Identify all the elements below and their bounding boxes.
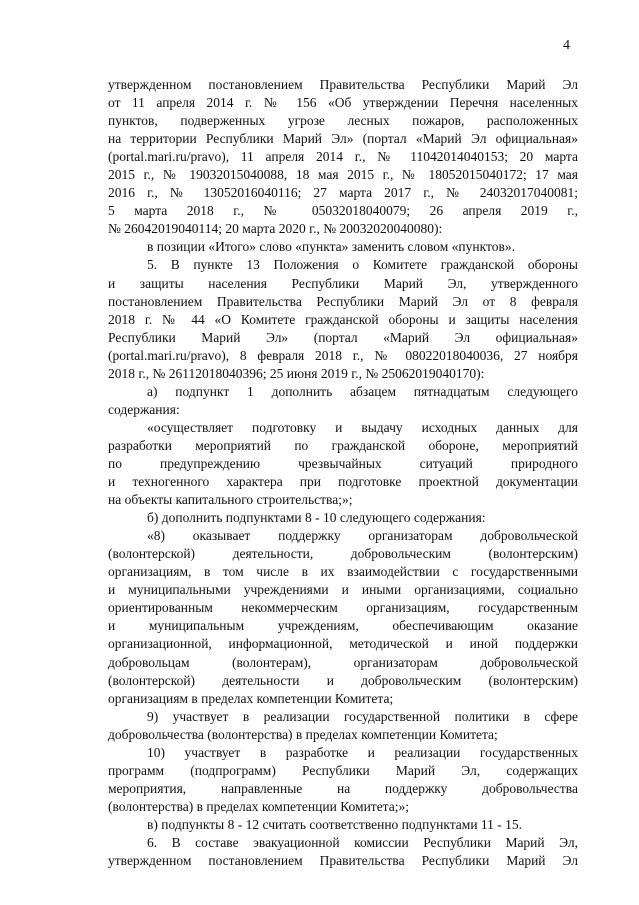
text-line: организационной, информационной, методической и иной поддержки xyxy=(108,636,578,652)
text-line: № 26042019040114; 20 марта 2020 г., № 20032020040080): xyxy=(108,221,443,237)
text-line: утвержденном постановлением Правительства Республики Марий Эл xyxy=(108,853,578,869)
text-line: и муниципальным учреждениям, обеспечивающим оказание xyxy=(108,618,578,634)
text-line: содержания: xyxy=(108,401,180,417)
text-line: в позиции «Итого» слово «пункта» заменить словом «пунктов». xyxy=(147,239,515,255)
text-line: добровольчества (волонтерства) в пределах компетенции Комитета; xyxy=(108,726,498,742)
text-line: 9) участвует в реализации государственной политики в сфере xyxy=(147,708,578,724)
text-line: а) подпункт 1 дополнить абзацем пятнадцатым следующего xyxy=(147,383,578,399)
text-line: (portal.mari.ru/pravo), 8 февраля 2018 г., № 08022018040036, 27 ноября xyxy=(108,347,578,363)
text-line: 10) участвует в разработке и реализации государственных xyxy=(147,744,578,760)
text-line: разработки мероприятий по гражданской обороне, мероприятий xyxy=(108,437,578,453)
page-number: 4 xyxy=(563,38,570,53)
text-line: на территории Республики Марий Эл» (портал «Марий Эл официальная» xyxy=(108,131,578,147)
text-line: добровольцам (волонтерам), организаторам добровольческой xyxy=(108,654,578,670)
text-line: Республики Марий Эл» (портал «Марий Эл официальная» xyxy=(108,329,578,345)
text-line: от 11 апреля 2014 г. № 156 «Об утверждении Перечня населенных xyxy=(108,95,578,111)
text-line: по предупреждению чрезвычайных ситуаций природного xyxy=(108,455,578,471)
text-line: 2016 г., № 13052016040116; 27 марта 2017 г., № 24032017040081; xyxy=(108,185,578,201)
text-line: и защиты населения Республики Марий Эл, утвержденного xyxy=(108,275,578,291)
text-line: постановлением Правительства Республики Марий Эл от 8 февраля xyxy=(108,293,578,309)
text-line: 6. В составе эвакуационной комиссии Республики Марий Эл, xyxy=(147,834,578,850)
document-body xyxy=(108,76,578,870)
text-line: (portal.mari.ru/pravo), 11 апреля 2014 г., № 11042014040153; 20 марта xyxy=(108,149,578,165)
text-line: на объекты капитального строительства;»; xyxy=(108,492,353,508)
text-line: 5 марта 2018 г., № 05032018040079; 26 апреля 2019 г., xyxy=(108,203,578,219)
text-line: и муниципальными учреждениями и иными организациями, социально xyxy=(108,582,578,598)
text-line: программ (подпрограмм) Республики Марий Эл, содержащих xyxy=(108,762,578,778)
text-line: «8) оказывает поддержку организаторам добровольческой xyxy=(147,528,578,544)
text-line: (волонтерской) деятельности и добровольческим (волонтерским) xyxy=(108,672,578,688)
text-line: б) дополнить подпунктами 8 - 10 следующего содержания: xyxy=(147,510,486,526)
text-line: и техногенного характера при подготовке проектной документации xyxy=(108,474,578,490)
text-line: (волонтерской) деятельности, добровольческим (волонтерским) xyxy=(108,546,578,562)
text-line: пунктов, подверженных угрозе лесных пожаров, расположенных xyxy=(108,113,578,129)
text-line: «осуществляет подготовку и выдачу исходных данных для xyxy=(147,419,578,435)
text-line: утвержденном постановлением Правительства Республики Марий Эл xyxy=(108,77,578,92)
text-line: в) подпункты 8 - 12 считать соответственно подпунктами 11 - 15. xyxy=(147,816,523,832)
text-line: организациям, в том числе в их взаимодействии с государственными xyxy=(108,564,578,580)
text-line: ориентированным некоммерческим организациям, государственным xyxy=(108,600,578,616)
text-line: 5. В пункте 13 Положения о Комитете гражданской обороны xyxy=(147,257,578,273)
text-line: (волонтерства) в пределах компетенции Комитета;»; xyxy=(108,798,409,814)
text-line: 2018 г., № 26112018040396; 25 июня 2019 г., № 25062019040170): xyxy=(108,365,485,381)
text-line: 2018 г. № 44 «О Комитете гражданской обороны и защиты населения xyxy=(108,311,578,327)
text-line: 2015 г., № 19032015040088, 18 мая 2015 г., № 18052015040172; 17 мая xyxy=(108,167,578,183)
text-line: организациям в пределах компетенции Комитета; xyxy=(108,690,394,706)
text-line: мероприятия, направленные на поддержку добровольчества xyxy=(108,780,578,796)
